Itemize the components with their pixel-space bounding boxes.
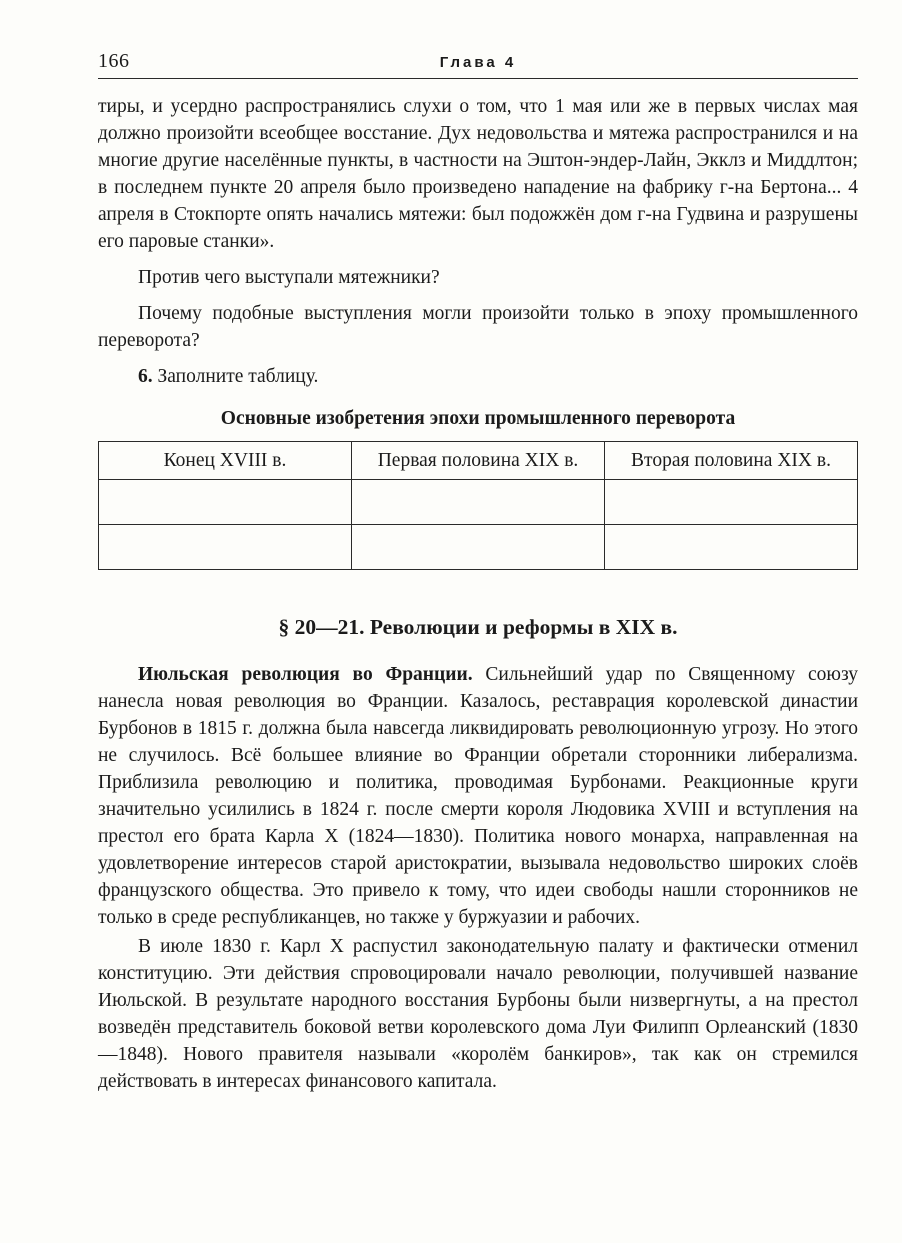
task-6-text: Заполните таблицу. [157, 366, 319, 387]
paragraph-july-1830: В июле 1830 г. Карл X распустил законодательную палату и фактически отменил конституцию. Эти действия спровоцировали начало революции, получившей название Июльской. В результате народного восстания Бурбоны были низвергнуты, а на престол возведён представитель боковой ветви королевского дома Луи Филипп Орлеанский (1830—1848). Нового правителя называли «королём банкиров», так как он стремился действовать в интересах финансового капитала. [98, 936, 858, 1092]
header-rule [98, 78, 858, 79]
document-continuation-text: тиры, и усердно распространялись слухи о том, что 1 мая или же в первых числах мая должно произойти всеобщее восстание. Дух недовольства и мятежа распространился и на многие другие населённые пункты, в частности на Эштон-эндер-Лайн, Экклз и Миддлтон; в последнем пункте 20 апреля было произведено нападение на фабрику г-на Бертона... 4 апреля в Стокпорте опять начались мятежи: был подожжён дом г-на Гудвина и разрушены его паровые станки». [98, 96, 858, 252]
table-header-row [99, 442, 858, 480]
table-cell [99, 525, 352, 570]
paragraph-lead: Июльская революция во Франции. [138, 664, 473, 685]
table-row [99, 525, 858, 570]
section-heading: § 20—21. Революции и реформы в XIX в. [278, 615, 678, 639]
inventions-table [98, 441, 858, 570]
task-6-number: 6. [138, 366, 153, 387]
table-cell [605, 525, 858, 570]
question-1: Против чего выступали мятежники? [138, 267, 440, 288]
table-header-cell-2: Первая половина XIX в. [352, 442, 605, 480]
table-cell [352, 525, 605, 570]
task-6 [98, 363, 858, 390]
chapter-title: Глава 4 [439, 54, 517, 71]
table-title: Основные изобретения эпохи промышленного переворота [220, 408, 736, 429]
table-cell [605, 480, 858, 525]
table-header-cell-1: Конец XVIII в. [99, 442, 352, 480]
running-head [98, 50, 858, 76]
table-cell [99, 480, 352, 525]
question-2: Почему подобные выступления могли произойти только в эпоху промышленного переворота? [98, 303, 858, 351]
page-number: 166 [98, 50, 130, 72]
table-cell [352, 480, 605, 525]
table-header-cell-3: Вторая половина XIX в. [605, 442, 858, 480]
paragraph-july-revolution [98, 661, 858, 931]
table-row [99, 480, 858, 525]
paragraph-text: Сильнейший удар по Священному союзу нанесла новая революция во Франции. Казалось, реставрация королевской династии Бурбонов в 1815 г. должна была навсегда ликвидировать революционную угрозу. Но этого не случилось. Всё большее влияние во Франции обретали сторонники либерализма. Приблизила революцию и политика, проводимая Бурбонами. Реакционные круги значительно усилились в 1824 г. после смерти короля Людовика XVIII и вступления на престол его брата Карла X (1824—1830). Политика нового монарха, направленная на удовлетворение интересов старой аристократии, вызывала недовольство широких слоёв французского общества. Это привело к тому, что идеи свободы нашли сторонников не только в среде республиканцев, но также у буржуазии и рабочих. [98, 664, 859, 928]
